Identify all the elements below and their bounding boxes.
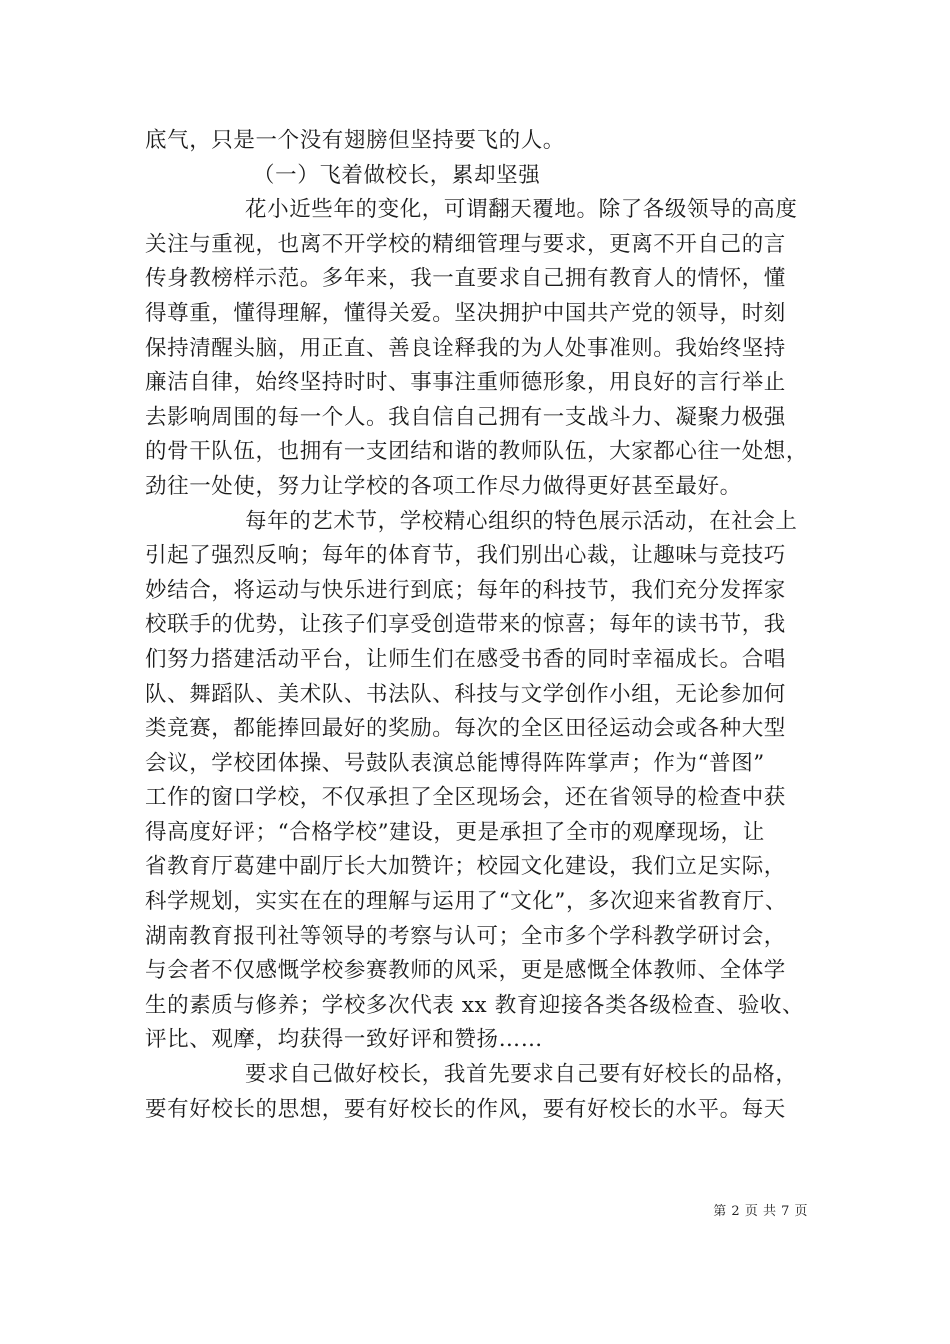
text-line: 要求自己做好校长，我首先要求自己要有好校长的品格， [245, 1062, 798, 1088]
text-line: 劲往一处使，努力让学校的各项工作尽力做得更好甚至最好。 [145, 473, 742, 499]
text-line: 会议，学校团体操、号鼓队表演总能博得阵阵掌声；作为“普图” [145, 750, 765, 776]
text-line: 评比、观摩，均获得一致好评和赞扬…… [145, 1027, 543, 1053]
text-line: 得尊重，懂得理解，懂得关爱。坚决拥护中国共产党的领导，时刻 [145, 300, 786, 326]
text-line: 工作的窗口学校，不仅承担了全区现场会，还在省领导的检查中获 [145, 785, 786, 811]
text-line: 保持清醒头脑，用正直、善良诠释我的为人处事准则。我始终坚持 [145, 335, 786, 361]
text-line: 省教育厅葛建中副厅长大加赞许；校园文化建设，我们立足实际， [145, 854, 786, 880]
text-line: 科学规划，实实在在的理解与运用了“文化”，多次迎来省教育厅、 [145, 889, 787, 915]
text-line: 传身教榜样示范。多年来，我一直要求自己拥有教育人的情怀，懂 [145, 266, 786, 292]
text-line: 校联手的优势，让孩子们享受创造带来的惊喜；每年的读书节，我 [145, 612, 786, 638]
text-line: 得高度好评；“合格学校”建设，更是承担了全市的观摩现场，让 [145, 819, 765, 845]
text-line: 要有好校长的思想，要有好校长的作风，要有好校长的水平。每天 [145, 1096, 786, 1122]
text-line: 队、舞蹈队、美术队、书法队、科技与文学创作小组，无论参加何 [145, 681, 786, 707]
paragraph-3 [145, 1058, 825, 1127]
opening-line: 底气，只是一个没有翅膀但坚持要飞的人。 [145, 128, 565, 153]
text-line: 廉洁自律，始终坚持时时、事事注重师德形象，用良好的言行举止 [145, 370, 786, 396]
text-line: 每年的艺术节，学校精心组织的特色展示活动，在社会上 [245, 508, 798, 534]
text-line: 类竞赛，都能捧回最好的奖励。每次的全区田径运动会或各种大型 [145, 716, 786, 742]
paragraph-2 [145, 505, 825, 1059]
text-line: 生的素质与修养；学校多次代表 xx 教育迎接各类各级检查、验收、 [145, 992, 805, 1018]
text-line: 湖南教育报刊社等领导的考察与认可；全市多个学科教学研讨会， [145, 923, 786, 949]
text-line: 花小近些年的变化，可谓翻天覆地。除了各级领导的高度 [245, 197, 798, 223]
section-heading: （一）飞着做校长，累却坚强 [253, 162, 541, 188]
document-body [145, 124, 825, 1127]
text-line: 妙结合，将运动与快乐进行到底；每年的科技节，我们充分发挥家 [145, 577, 786, 603]
text-line: 与会者不仅感慨学校参赛教师的风采，更是感慨全体教师、全体学 [145, 958, 786, 984]
page-number: 第 2 页 共 7 页 [713, 1204, 808, 1219]
text-line: 们努力搭建活动平台，让师生们在感受书香的同时幸福成长。合唱 [145, 646, 786, 672]
text-line: 去影响周围的每一个人。我自信自己拥有一支战斗力、凝聚力极强 [145, 404, 786, 430]
text-line: 引起了强烈反响；每年的体育节，我们别出心裁，让趣味与竞技巧 [145, 543, 786, 569]
paragraph-1 [145, 193, 825, 504]
text-line: 关注与重视，也离不开学校的精细管理与要求，更离不开自己的言 [145, 231, 786, 257]
text-line: 的骨干队伍，也拥有一支团结和谐的教师队伍，大家都心往一处想， [145, 439, 809, 465]
